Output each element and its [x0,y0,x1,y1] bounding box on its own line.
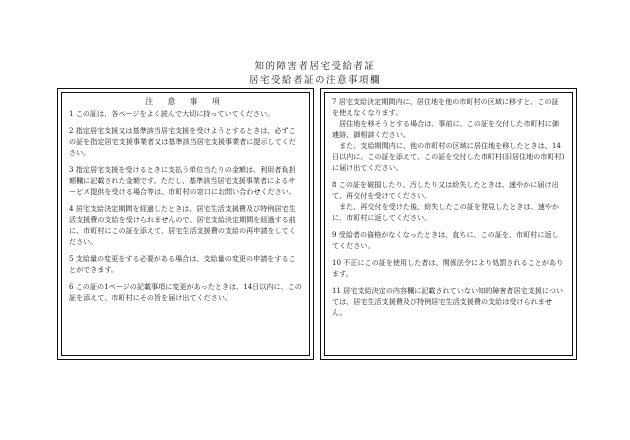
notice-text: 6 この証の1ページの記載事項に変更があったときは、14日以内に、この証を添えて、市町村にその旨を届け出てください。 [69,282,302,302]
notice-item-11 [332,285,565,318]
notice-item-1 [69,108,302,119]
notice-text: 3 指定居宅支援を受けるときに支払う単位当たりの金額は、利用者負担額欄に記載された金額です。ただし、基準該当居宅支援事業者によるサービス提供を受ける場合等は、市町村の窓口にお問い合わせください。 [69,165,296,196]
notice-item-7 [332,96,565,173]
notice-item-2 [69,125,302,158]
left-notice-panel [57,88,314,360]
notice-text: 11 居宅支給決定の内容欄に記載されていない知的障害者居宅支援については、居宅生活支援費及び特例居宅生活支援費の支給は受けられません。 [332,286,564,317]
document-title: 知的障害者居宅受給者証 [254,61,376,72]
notice-text: 居住地を移そうとする場合は、事前に、この証を交付した市町村に御連絡、御相談ください。 [332,119,559,139]
notice-item-10 [332,257,565,279]
notice-text: 2 指定居宅支援又は基準該当居宅支援を受けようとするときは、必ずこの証を指定居宅支援事業者又は基準該当居宅支援事業者に提示してください。 [69,126,296,157]
notice-heading: 注 意 事 項 [145,97,226,106]
notice-text: 8 この証を破損したり、汚したり又は紛失したときは、速やかに届け出て、再交付を受けてください。 [332,180,559,200]
document-subtitle: 居宅受給者証の注意事項欄 [248,75,381,86]
notice-text: 7 居宅支給決定期間内に、居住地を他の市町村の区域に移すと、この証を使えなくなります。 [332,97,559,117]
notice-item-4 [69,203,302,247]
notice-item-3 [69,164,302,197]
notice-text: また、支給期間内に、他の市町村の区域に居住地を移したときは、14日以内に、この証を添えて、この証を交付した市町村(旧居住地の市町村)に届け出てください。 [332,141,565,172]
notice-text: 1 この証は、各ページをよく読んで大切に持っていてください。 [69,109,275,118]
notice-item-5 [69,253,302,275]
right-notice-frame [324,92,573,356]
notice-text: また、再交付を受けた後、紛失したこの証を発見したときは、速やかに、市町村に返してください。 [332,202,559,222]
notice-text: 5 支給量の変更をする必要がある場合は、支給量の変更の申請をすることができます。 [69,254,296,274]
notice-item-6 [69,281,302,303]
notice-text: 4 居宅支給決定期間を経過したときは、居宅生活支援費及び特例居宅生活支援費の支給を受けられませんので、居宅支給決定期間を経過する前に、市町村にこの証を添えて、居宅生活支援費の支給の再申請をしてください。 [69,204,296,246]
notice-text: 9 受給者の資格がなくなったときは、直ちに、この証を、市町村に返してください。 [332,230,559,250]
right-notice-panel [320,88,577,360]
notice-text: 10 不正にこの証を使用した者は、関係法令により処罰されることがあります。 [332,258,564,278]
notice-item-8 [332,179,565,223]
left-notice-frame [61,92,310,356]
notice-item-9 [332,229,565,251]
